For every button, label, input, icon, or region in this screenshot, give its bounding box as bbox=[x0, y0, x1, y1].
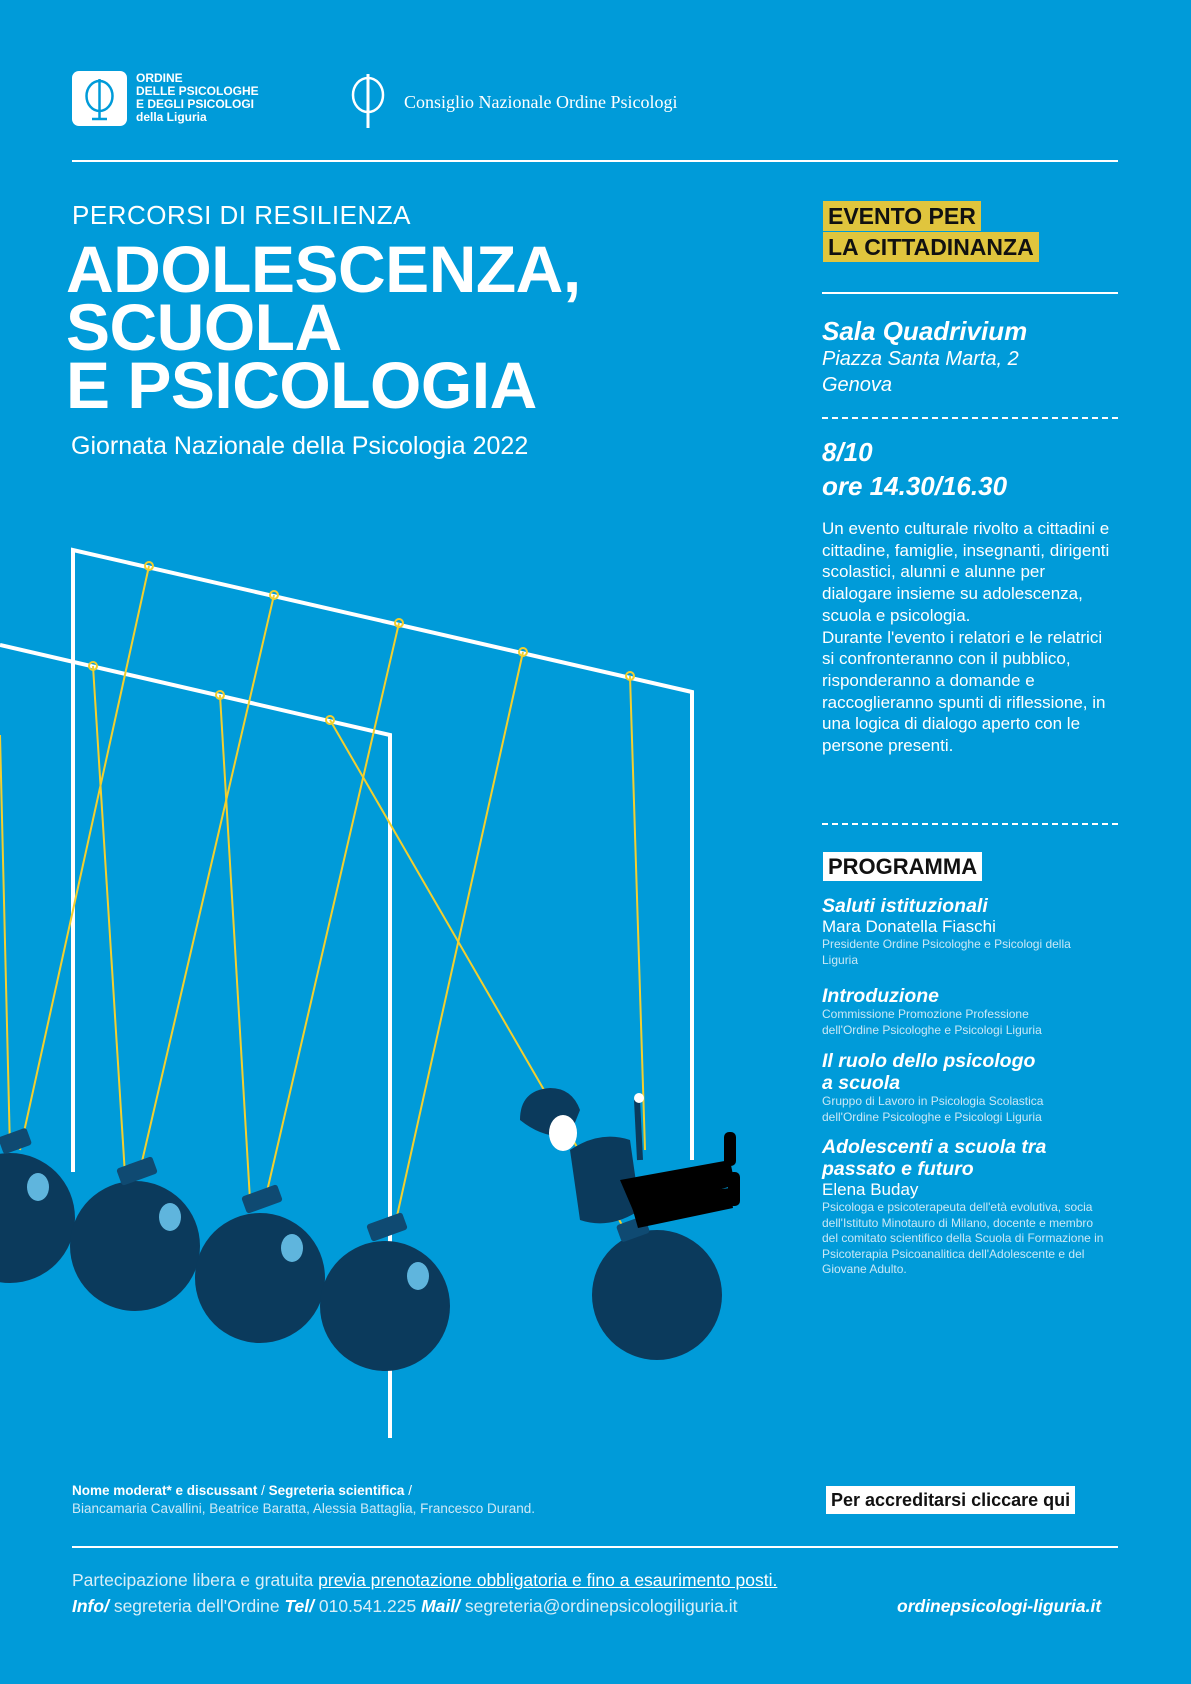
kicker: PERCORSI DI RESILIENZA bbox=[72, 200, 411, 230]
right-divider bbox=[822, 292, 1118, 294]
program-label: PROGRAMMA bbox=[823, 852, 982, 881]
program-item: Il ruolo dello psicologo a scuola Gruppo di Lavoro in Psicologia Scolastica dell'Ordine Psicologhe e Psicologi Liguria bbox=[822, 1050, 1044, 1124]
header-divider bbox=[72, 160, 1118, 162]
accredit-button[interactable]: Per accreditarsi cliccare qui bbox=[826, 1486, 1075, 1514]
dashed-divider bbox=[822, 417, 1118, 419]
event-description: Un evento culturale rivolto a cittadini e cittadine, famiglie, insegnanti, dirigenti scolastici, alunni e alunne per dialogare insieme su adolescenza, scuola e psicologia. Durante l'evento i relatori e le relatrici si confronteranno con il pubblico, risponderanno a domande e raccoglieranno spunti di riflessione, in una logica di dialogo aperto con le persone presenti. bbox=[822, 519, 1110, 756]
subtitle: Giornata Nazionale della Psicologia 2022 bbox=[71, 432, 529, 460]
footer-divider bbox=[72, 1546, 1118, 1548]
newtons-cradle-illustration bbox=[0, 530, 760, 1450]
psi-icon bbox=[72, 71, 127, 126]
event-date: 8/10 ore 14.30/16.30 bbox=[822, 437, 1008, 501]
credits: Nome moderat* e discussant / Segreteria scientifica / Biancamaria Cavallini, Beatrice Baratta, Alessia Battaglia, Francesco Durand. bbox=[72, 1483, 535, 1516]
page-title: ADOLESCENZA, SCUOLA E PSICOLOGIA bbox=[66, 232, 581, 422]
participation-note: Partecipazione libera e gratuita previa prenotazione obbligatoria e fino a esaurimento posti. bbox=[72, 1570, 778, 1590]
program-item: Saluti istituzionali Mara Donatella Fiaschi Presidente Ordine Psicologhe e Psicologi della Liguria bbox=[822, 895, 1071, 967]
org-name: ORDINE DELLE PSICOLOGHE E DEGLI PSICOLOGI della Liguria bbox=[136, 71, 259, 124]
contact-info: Info/ segreteria dell'Ordine Tel/ 010.541.225 Mail/ segreteria@ordinepsicologiliguria.it bbox=[72, 1596, 738, 1616]
booking-link[interactable]: previa prenotazione obbligatoria e fino a esaurimento posti. bbox=[318, 1570, 778, 1590]
cnop-psi-icon bbox=[343, 70, 393, 130]
website-link[interactable]: ordinepsicologi-liguria.it bbox=[897, 1596, 1102, 1616]
event-type-badge: EVENTO PER LA CITTADINANZA bbox=[823, 201, 1039, 263]
program-item: Adolescenti a scuola tra passato e futuro Elena Buday Psicologa e psicoterapeuta dell'età evolutiva, socia dell'Istituto Minotauro di Milano, docente e membro del comitato scientifico della Scuola di Formazione in Psicoterapia Psicoanalitica dell'Adolescente e del Giovane Adulto. bbox=[822, 1136, 1104, 1276]
cnop-name: Consiglio Nazionale Ordine Psicologi bbox=[404, 92, 678, 112]
venue-address: Piazza Santa Marta, 2 Genova bbox=[822, 348, 1019, 396]
venue-name: Sala Quadrivium bbox=[822, 316, 1028, 346]
dashed-divider bbox=[822, 823, 1118, 825]
program-item: Introduzione Commissione Promozione Professione dell'Ordine Psicologhe e Psicologi Liguria bbox=[822, 985, 1042, 1037]
ordine-liguria-logo bbox=[72, 71, 127, 126]
mail-link[interactable]: segreteria@ordinepsicologiliguria.it bbox=[464, 1596, 738, 1616]
